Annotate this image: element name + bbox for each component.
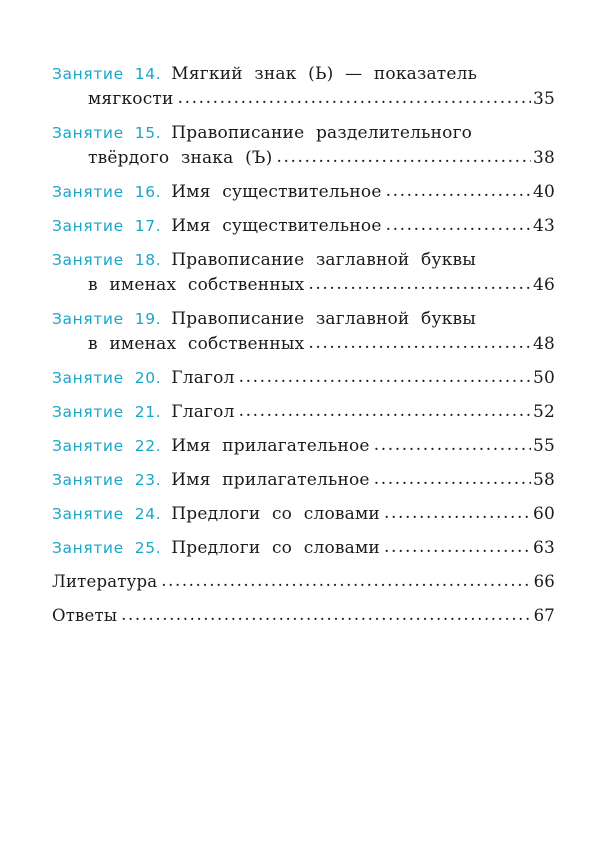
section-title: Ответы — [52, 606, 118, 625]
lesson-label: Занятие 25. — [52, 539, 162, 557]
lesson-title: Имя прилагательное — [171, 470, 370, 490]
leader-dots — [161, 571, 531, 590]
lesson-title-continued: твёрдого знака (Ъ) — [88, 148, 273, 168]
toc-entry-literature[interactable] — [52, 572, 555, 597]
page-number: 60 — [532, 504, 555, 524]
lesson-label: Занятие 24. — [52, 505, 162, 523]
page-number: 38 — [532, 148, 555, 168]
lesson-label: Занятие 21. — [52, 403, 162, 421]
leader-dots — [374, 469, 531, 489]
leader-dots — [384, 537, 531, 557]
lesson-title: Имя существительное — [171, 182, 382, 202]
toc-entry-lesson-21[interactable] — [52, 402, 555, 427]
toc-entry-lesson-15[interactable] — [52, 123, 555, 173]
lesson-title-continued: в именах собственных — [88, 334, 305, 354]
lesson-title: Правописание заглавной буквы — [171, 250, 477, 270]
lesson-label: Занятие 22. — [52, 437, 162, 455]
lesson-label: Занятие 23. — [52, 471, 162, 489]
leader-dots — [239, 367, 531, 387]
lesson-label: Занятие 16. — [52, 183, 162, 201]
lesson-title-continued: в именах собственных — [88, 275, 305, 295]
leader-dots — [374, 435, 531, 455]
page-number: 66 — [533, 572, 555, 591]
leader-dots — [308, 274, 531, 294]
lesson-label: Занятие 18. — [52, 251, 162, 269]
page-number: 58 — [532, 470, 555, 490]
lesson-label: Занятие 15. — [52, 124, 162, 142]
toc-entry-lesson-20[interactable] — [52, 368, 555, 393]
lesson-title: Глагол — [171, 402, 235, 422]
toc-entry-lesson-19[interactable] — [52, 309, 555, 359]
lesson-title: Правописание разделительного — [171, 123, 473, 143]
toc-entry-answers[interactable] — [52, 606, 555, 631]
toc-entry-lesson-16[interactable] — [52, 182, 555, 207]
lesson-title: Предлоги со словами — [171, 504, 380, 524]
page-number: 43 — [532, 216, 555, 236]
lesson-title: Предлоги со словами — [171, 538, 380, 558]
lesson-title: Имя существительное — [171, 216, 382, 236]
toc-entry-lesson-25[interactable] — [52, 538, 555, 563]
lesson-title: Мягкий знак (Ь) — показатель — [171, 64, 478, 84]
lesson-label: Занятие 19. — [52, 310, 162, 328]
lesson-title: Глагол — [171, 368, 235, 388]
page-number: 35 — [532, 89, 555, 109]
leader-dots — [276, 147, 531, 167]
toc-entry-lesson-23[interactable] — [52, 470, 555, 495]
page-number: 48 — [532, 334, 555, 354]
toc-entry-lesson-17[interactable] — [52, 216, 555, 241]
lesson-title: Правописание заглавной буквы — [171, 309, 477, 329]
leader-dots — [384, 503, 531, 523]
lesson-label: Занятие 20. — [52, 369, 162, 387]
lesson-title: Имя прилагательное — [171, 436, 370, 456]
page-number: 63 — [532, 538, 555, 558]
table-of-contents — [52, 64, 555, 640]
lesson-label: Занятие 17. — [52, 217, 162, 235]
page-number: 55 — [532, 436, 555, 456]
section-title: Литература — [52, 572, 158, 591]
leader-dots — [386, 215, 531, 235]
page-number: 52 — [532, 402, 555, 422]
leader-dots — [121, 605, 531, 624]
page-number: 46 — [532, 275, 555, 295]
page-number: 40 — [532, 182, 555, 202]
leader-dots — [386, 181, 531, 201]
toc-entry-lesson-22[interactable] — [52, 436, 555, 461]
leader-dots — [178, 88, 531, 108]
page-number: 67 — [533, 606, 555, 625]
lesson-label: Занятие 14. — [52, 65, 162, 83]
toc-entry-lesson-14[interactable] — [52, 64, 555, 114]
page-number: 50 — [532, 368, 555, 388]
toc-entry-lesson-24[interactable] — [52, 504, 555, 529]
leader-dots — [239, 401, 531, 421]
toc-entry-lesson-18[interactable] — [52, 250, 555, 300]
lesson-title-continued: мягкости — [88, 89, 174, 109]
leader-dots — [308, 333, 531, 353]
